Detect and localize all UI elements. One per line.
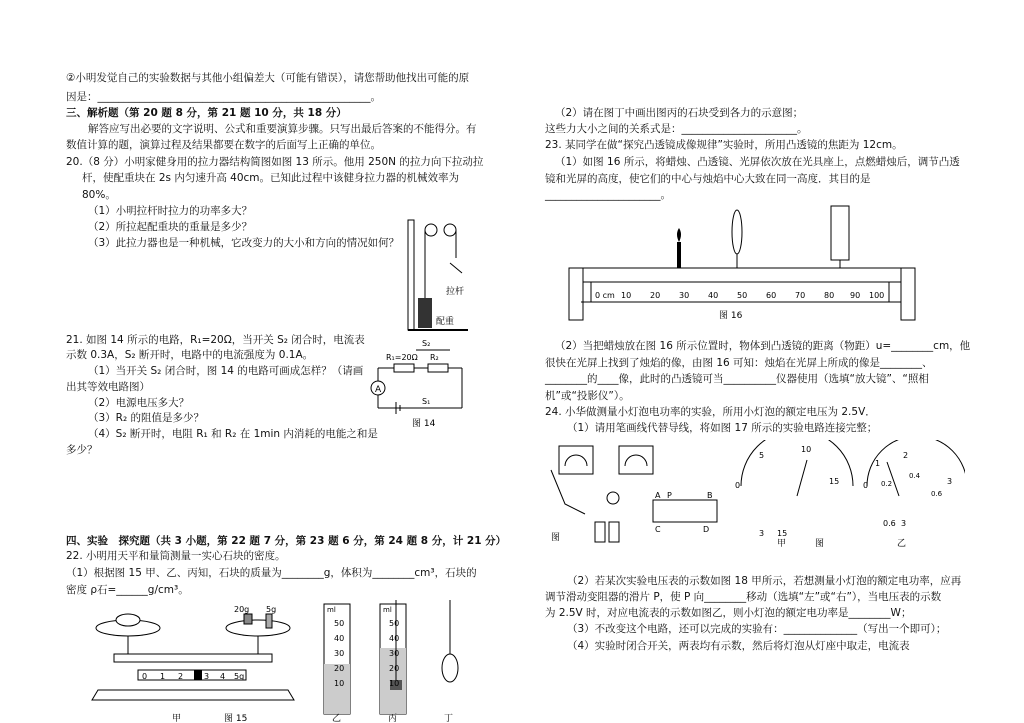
caption-ding: 丁 (444, 714, 454, 723)
text-line: （2）所拉起配重块的重量是多少？ (88, 221, 253, 233)
figure-17-18-circuit-and-meters (545, 440, 965, 552)
text-line: （3）R₂ 的阻值是多少？ (88, 412, 205, 424)
figure-15-balance-and-cylinders (84, 600, 484, 723)
cyl-mark-40-b: 40 (389, 634, 400, 643)
figure-15-caption: 图 15 (224, 714, 248, 723)
bench-tick-40: 40 (708, 291, 719, 300)
caption-jia-18: 甲 (777, 539, 787, 549)
volt-tick-0: 0 (735, 481, 741, 490)
text-line: 示数 0.3A，S₂ 断开时，电路中的电流强度为 0.1A。 (66, 349, 314, 361)
text-line: ②小明发觉自己的实验数据与其他小组偏差大（可能有错误），请您帮助他找出可能的原 (66, 72, 470, 84)
volt-tick-15: 15 (829, 477, 840, 486)
caption-yi: 乙 (332, 714, 342, 723)
figure-13-pulley (406, 218, 486, 338)
cyl-mark-40: 40 (334, 634, 345, 643)
bench-tick-100: 100 (869, 291, 885, 300)
cyl-mark-20-b: 20 (389, 664, 400, 673)
figure-14-circuit (366, 336, 466, 428)
text-line: 出其等效电路图） (66, 381, 150, 393)
question-22: 22. 小明用天平和量筒测量一实心石块的密度。 (66, 550, 286, 562)
text-line: 这些力大小之间的关系式是：______________________。 (545, 123, 808, 135)
section-heading: 四、实验 探究题（共 3 小题，第 22 题 7 分，第 23 题 6 分，第 24 题 8 分，计 21 分） (66, 535, 507, 547)
terminal-a-0.6: 0.6 (883, 519, 896, 528)
text-line: （1）当开关 S₂ 闭合时，图 14 的电路可画成怎样？（请画 (88, 365, 364, 377)
r1-label: R₁=20Ω (386, 353, 418, 362)
cylinder-unit-a: ml (327, 606, 336, 614)
bench-tick-20: 20 (650, 291, 661, 300)
terminal-v-15: 15 (777, 529, 788, 538)
amp-inner-0.6: 0.6 (931, 490, 943, 498)
volt-tick-5: 5 (759, 451, 765, 460)
left-column (66, 0, 507, 723)
text-line: （1）请用笔画线代替导线，将如图 17 所示的实验电路连接完整； (567, 422, 878, 434)
weight-label: 配重 (436, 317, 455, 327)
amp-tick-0: 0 (863, 481, 869, 490)
volt-tick-10: 10 (801, 445, 812, 454)
text-line: 数值计算的题，演算过程及结果都要在数字的后面写上正确的单位。 (66, 139, 381, 151)
text-line: （2）请在图丁中画出图丙的石块受到各力的示意图； (555, 107, 804, 119)
text-line: 机”或“投影仪”）。 (545, 390, 630, 402)
text-line: 解答应写出必要的文字说明、公式和重要演算步骤。只写出最后答案的不能得分。有 (88, 123, 477, 135)
terminal-v-3: 3 (759, 529, 765, 538)
text-line: 多少？ (66, 444, 98, 456)
text-line: 密度 ρ石=______g/cm³。 (66, 584, 189, 596)
cyl-mark-10: 10 (334, 679, 345, 688)
cyl-mark-50: 50 (334, 619, 345, 628)
scale-tick-4: 4 (220, 672, 226, 681)
text-line: （3）不改变这个电路，还可以完成的实验有：______________（写出一个即可）； (567, 623, 947, 635)
figure-14-caption: 图 14 (412, 419, 436, 428)
question-21: 21. 如图 14 所示的电路，R₁=20Ω，当开关 S₂ 闭合时，电流表 (66, 334, 365, 346)
cylinder-unit-b: ml (383, 606, 392, 614)
bench-tick-60: 60 (766, 291, 777, 300)
section-heading: 三、解析题（第 20 题 8 分，第 21 题 10 分，共 18 分） (66, 107, 347, 119)
text-line: 镜和光屏的高度，使它们的中心与烛焰中心大致在同一高度．其目的是 (545, 173, 871, 185)
weight-5g: 5g (266, 605, 277, 614)
text-line: （4）S₂ 断开时，电阻 R₁ 和 R₂ 在 1min 内消耗的电能之和是 (88, 428, 378, 440)
text-line: 为 2.5V 时，对应电流表的示数如图乙，则小灯泡的额定电功率是________W； (545, 607, 912, 619)
text-line: 80%。 (82, 189, 116, 201)
caption-tu-18: 图 (815, 539, 825, 549)
caption-bing: 丙 (388, 714, 398, 723)
cyl-mark-10-b: 10 (389, 679, 400, 688)
bench-tick-30: 30 (679, 291, 690, 300)
cyl-mark-20: 20 (334, 664, 345, 673)
bench-tick-50: 50 (737, 291, 748, 300)
scale-tick-2: 2 (178, 672, 184, 681)
weight-20g: 20g (234, 605, 250, 614)
pull-rod-label: 拉杆 (446, 287, 465, 297)
text-line: （1）根据图 15 甲、乙、丙知，石块的质量为________g，体积为________cm³，石块的 (66, 567, 477, 579)
question-24: 24. 小华做测量小灯泡电功率的实验，所用小灯泡的额定电压为 2.5V． (545, 406, 876, 418)
text-line: （1）小明拉杆时拉力的功率多大？ (88, 205, 253, 217)
s1-label: S₁ (422, 397, 431, 406)
text-line: （2）若某次实验电压表的示数如图 18 甲所示，若想测量小灯泡的额定电功率，应再 (567, 575, 962, 587)
label-P: P (667, 491, 672, 500)
cyl-mark-50-b: 50 (389, 619, 400, 628)
figure-16-caption: 图 16 (719, 311, 743, 321)
right-column (545, 0, 971, 723)
text-line: （2）当把蜡烛放在图 16 所示位置时，物体到凸透镜的距离（物距）u=________cm，他 (555, 340, 971, 352)
question-23: 23. 某同学在做“探究凸透镜成像规律”实验时，所用凸透镜的焦距为 12cm。 (545, 139, 903, 151)
s2-label: S₂ (422, 339, 431, 348)
bench-tick-90: 90 (850, 291, 861, 300)
bench-tick-80: 80 (824, 291, 835, 300)
amp-tick-3: 3 (947, 477, 953, 486)
bench-tick-70: 70 (795, 291, 806, 300)
scale-tick-1: 1 (160, 672, 166, 681)
text-line: ______________________。 (545, 189, 671, 201)
caption-yi-18: 乙 (897, 539, 907, 549)
r2-label: R₂ (430, 353, 439, 362)
amp-inner-0.2: 0.2 (881, 480, 893, 488)
cyl-mark-30: 30 (334, 649, 345, 658)
text-line: （3）此拉力器也是一种机械，它改变力的大小和方向的情况如何？ (88, 237, 400, 249)
figure-16-optical-bench (567, 202, 917, 324)
text-line: 很快在光屏上找到了烛焰的像，由图 16 可知：烛焰在光屏上所成的像是________、 (545, 357, 933, 369)
figure-17-caption: 图 (551, 533, 561, 543)
cyl-mark-30-b: 30 (389, 649, 400, 658)
terminal-a-3: 3 (901, 519, 907, 528)
question-20: 20.（8 分）小明家健身用的拉力器结构简图如图 13 所示。他用 250N 的拉力向下拉动拉 (66, 156, 484, 168)
text-line: （2）电源电压多大？ (88, 397, 190, 409)
ammeter-label: A (375, 385, 382, 395)
label-D: D (703, 525, 710, 534)
text-line: ________的____像，此时的凸透镜可当__________仪器使用（选填“放大镜”、“照相 (545, 373, 929, 385)
scale-tick-5g: 5g (234, 672, 245, 681)
amp-tick-2: 2 (903, 451, 909, 460)
text-line: （4）实验时闭合开关，两表均有示数，然后将灯泡从灯座中取走，电流表 (567, 640, 910, 652)
label-A: A (655, 491, 661, 500)
bench-tick-0: 0 cm (595, 291, 615, 300)
bench-tick-10: 10 (621, 291, 632, 300)
label-C: C (655, 525, 661, 534)
amp-tick-1: 1 (875, 459, 881, 468)
scale-tick-3: 3 (204, 672, 210, 681)
text-line: 调节滑动变阻器的滑片 P，使 P 向________移动（选填“左”或“右”），当电压表的示数 (545, 591, 942, 603)
label-B: B (707, 491, 713, 500)
caption-jia: 甲 (172, 714, 182, 723)
text-line: 因是：____________________________________________________。 (66, 91, 381, 103)
text-line: （1）如图 16 所示，将蜡烛、凸透镜、光屏依次放在光具座上，点燃蜡烛后，调节凸透 (555, 156, 960, 168)
amp-inner-0.4: 0.4 (909, 472, 921, 480)
scale-tick-0: 0 (142, 672, 148, 681)
text-line: 杆，使配重块在 2s 内匀速升高 40cm。已知此过程中该健身拉力器的机械效率为 (82, 172, 460, 184)
